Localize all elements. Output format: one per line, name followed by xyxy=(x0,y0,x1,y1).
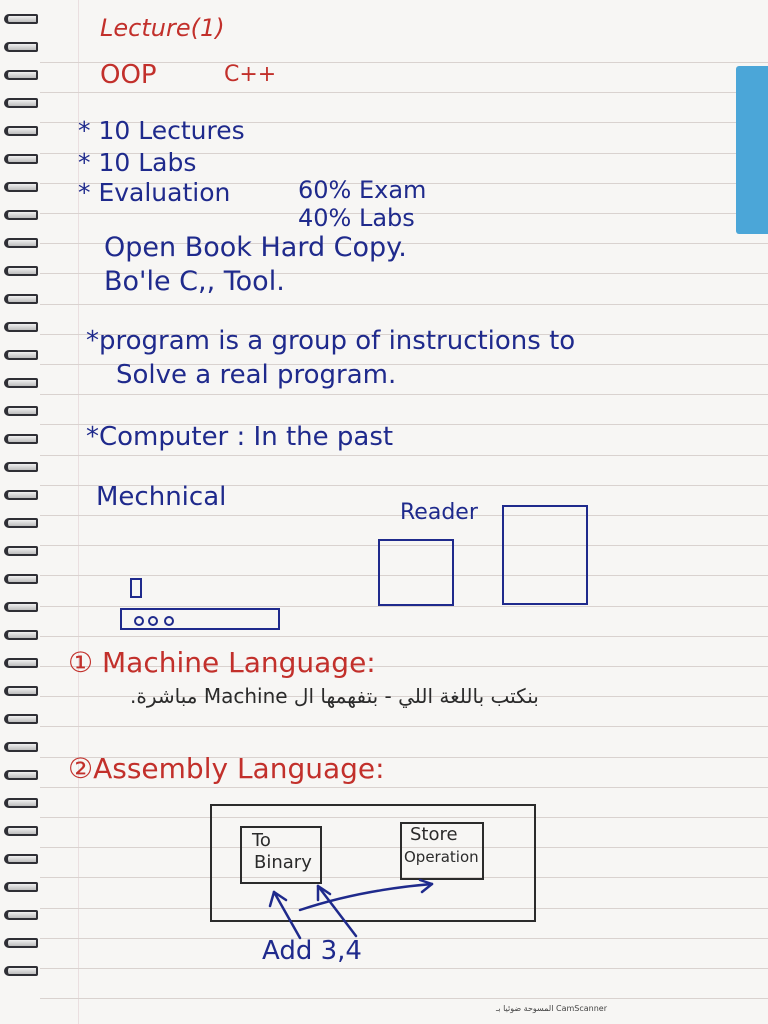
spiral-ring xyxy=(4,266,38,276)
ruled-line xyxy=(40,787,768,788)
computer-heading: *Computer : In the past xyxy=(86,422,394,452)
spiral-ring xyxy=(4,882,38,892)
page-side-tab xyxy=(736,66,768,234)
subtitle-oop: OOP xyxy=(100,60,157,90)
spiral-ring xyxy=(4,574,38,584)
to-binary-line2: Binary xyxy=(254,852,312,873)
spiral-ring xyxy=(4,42,38,52)
spiral-ring xyxy=(4,294,38,304)
spiral-ring xyxy=(4,434,38,444)
ruled-line xyxy=(40,998,768,999)
spiral-ring xyxy=(4,182,38,192)
reader-label: Reader xyxy=(400,500,478,525)
store-line1: Store xyxy=(410,824,458,845)
spiral-ring xyxy=(4,238,38,248)
spiral-ring xyxy=(4,490,38,500)
bullet-labs: * 10 Labs xyxy=(78,148,197,177)
spiral-ring xyxy=(4,910,38,920)
ruled-line xyxy=(40,394,768,395)
spiral-ring xyxy=(4,770,38,780)
spiral-ring xyxy=(4,966,38,976)
spiral-ring xyxy=(4,686,38,696)
store-line2: Operation xyxy=(404,848,479,866)
tool-note: Bo'le C,, Tool. xyxy=(104,266,285,297)
spiral-ring xyxy=(4,630,38,640)
panel-indicator xyxy=(130,578,142,598)
program-definition-line2: Solve a real program. xyxy=(116,360,397,390)
spiral-ring xyxy=(4,546,38,556)
assembly-language-heading: ②Assembly Language: xyxy=(68,752,385,785)
machine-language-heading: ① Machine Language: xyxy=(68,646,376,679)
open-book-note: Open Book Hard Copy. xyxy=(104,232,407,263)
panel-dot xyxy=(164,616,174,626)
spiral-ring xyxy=(4,714,38,724)
evaluation-exam: 60% Exam xyxy=(298,176,427,204)
add-instruction-label: Add 3,4 xyxy=(262,936,362,966)
spiral-ring xyxy=(4,518,38,528)
bullet-lectures: * 10 Lectures xyxy=(78,116,245,145)
spiral-ring xyxy=(4,462,38,472)
spiral-ring xyxy=(4,154,38,164)
spiral-ring xyxy=(4,378,38,388)
spiral-ring xyxy=(4,98,38,108)
reader-small-box xyxy=(378,539,454,606)
spiral-ring xyxy=(4,350,38,360)
spiral-ring xyxy=(4,854,38,864)
to-binary-line1: To xyxy=(252,830,271,851)
spiral-binding xyxy=(0,0,48,1024)
panel-dot xyxy=(148,616,158,626)
panel-bar xyxy=(120,608,280,630)
spiral-ring xyxy=(4,322,38,332)
evaluation-labs: 40% Labs xyxy=(298,204,415,232)
ruled-line xyxy=(40,636,768,637)
ruled-line xyxy=(40,726,768,727)
ruled-line xyxy=(40,455,768,456)
spiral-ring xyxy=(4,602,38,612)
ruled-line xyxy=(40,606,768,607)
spiral-ring xyxy=(4,70,38,80)
mechnical-label: Mechnical xyxy=(96,482,227,512)
bullet-evaluation: * Evaluation xyxy=(78,178,231,207)
spiral-ring xyxy=(4,742,38,752)
panel-dot xyxy=(134,616,144,626)
spiral-ring xyxy=(4,126,38,136)
spiral-ring xyxy=(4,798,38,808)
ruled-line xyxy=(40,92,768,93)
program-definition-line1: *program is a group of instructions to xyxy=(86,326,576,356)
ruled-line xyxy=(40,938,768,939)
spiral-ring xyxy=(4,14,38,24)
spiral-ring xyxy=(4,826,38,836)
spiral-ring xyxy=(4,658,38,668)
scanner-watermark: CamScanner المسوحة ضوئيا بـ xyxy=(496,1004,608,1013)
arabic-note: بنكتب باللغة اللي - بتفهمها ال Machine مباشرة. xyxy=(130,684,539,708)
spiral-ring xyxy=(4,210,38,220)
ruled-line xyxy=(40,304,768,305)
store-operation-box xyxy=(400,822,484,880)
spiral-ring xyxy=(4,938,38,948)
reader-big-box xyxy=(502,505,588,605)
ruled-line xyxy=(40,968,768,969)
lecture-title: Lecture(1) xyxy=(100,14,225,42)
subtitle-cpp: C++ xyxy=(224,62,277,87)
spiral-ring xyxy=(4,406,38,416)
to-binary-box xyxy=(240,826,322,884)
